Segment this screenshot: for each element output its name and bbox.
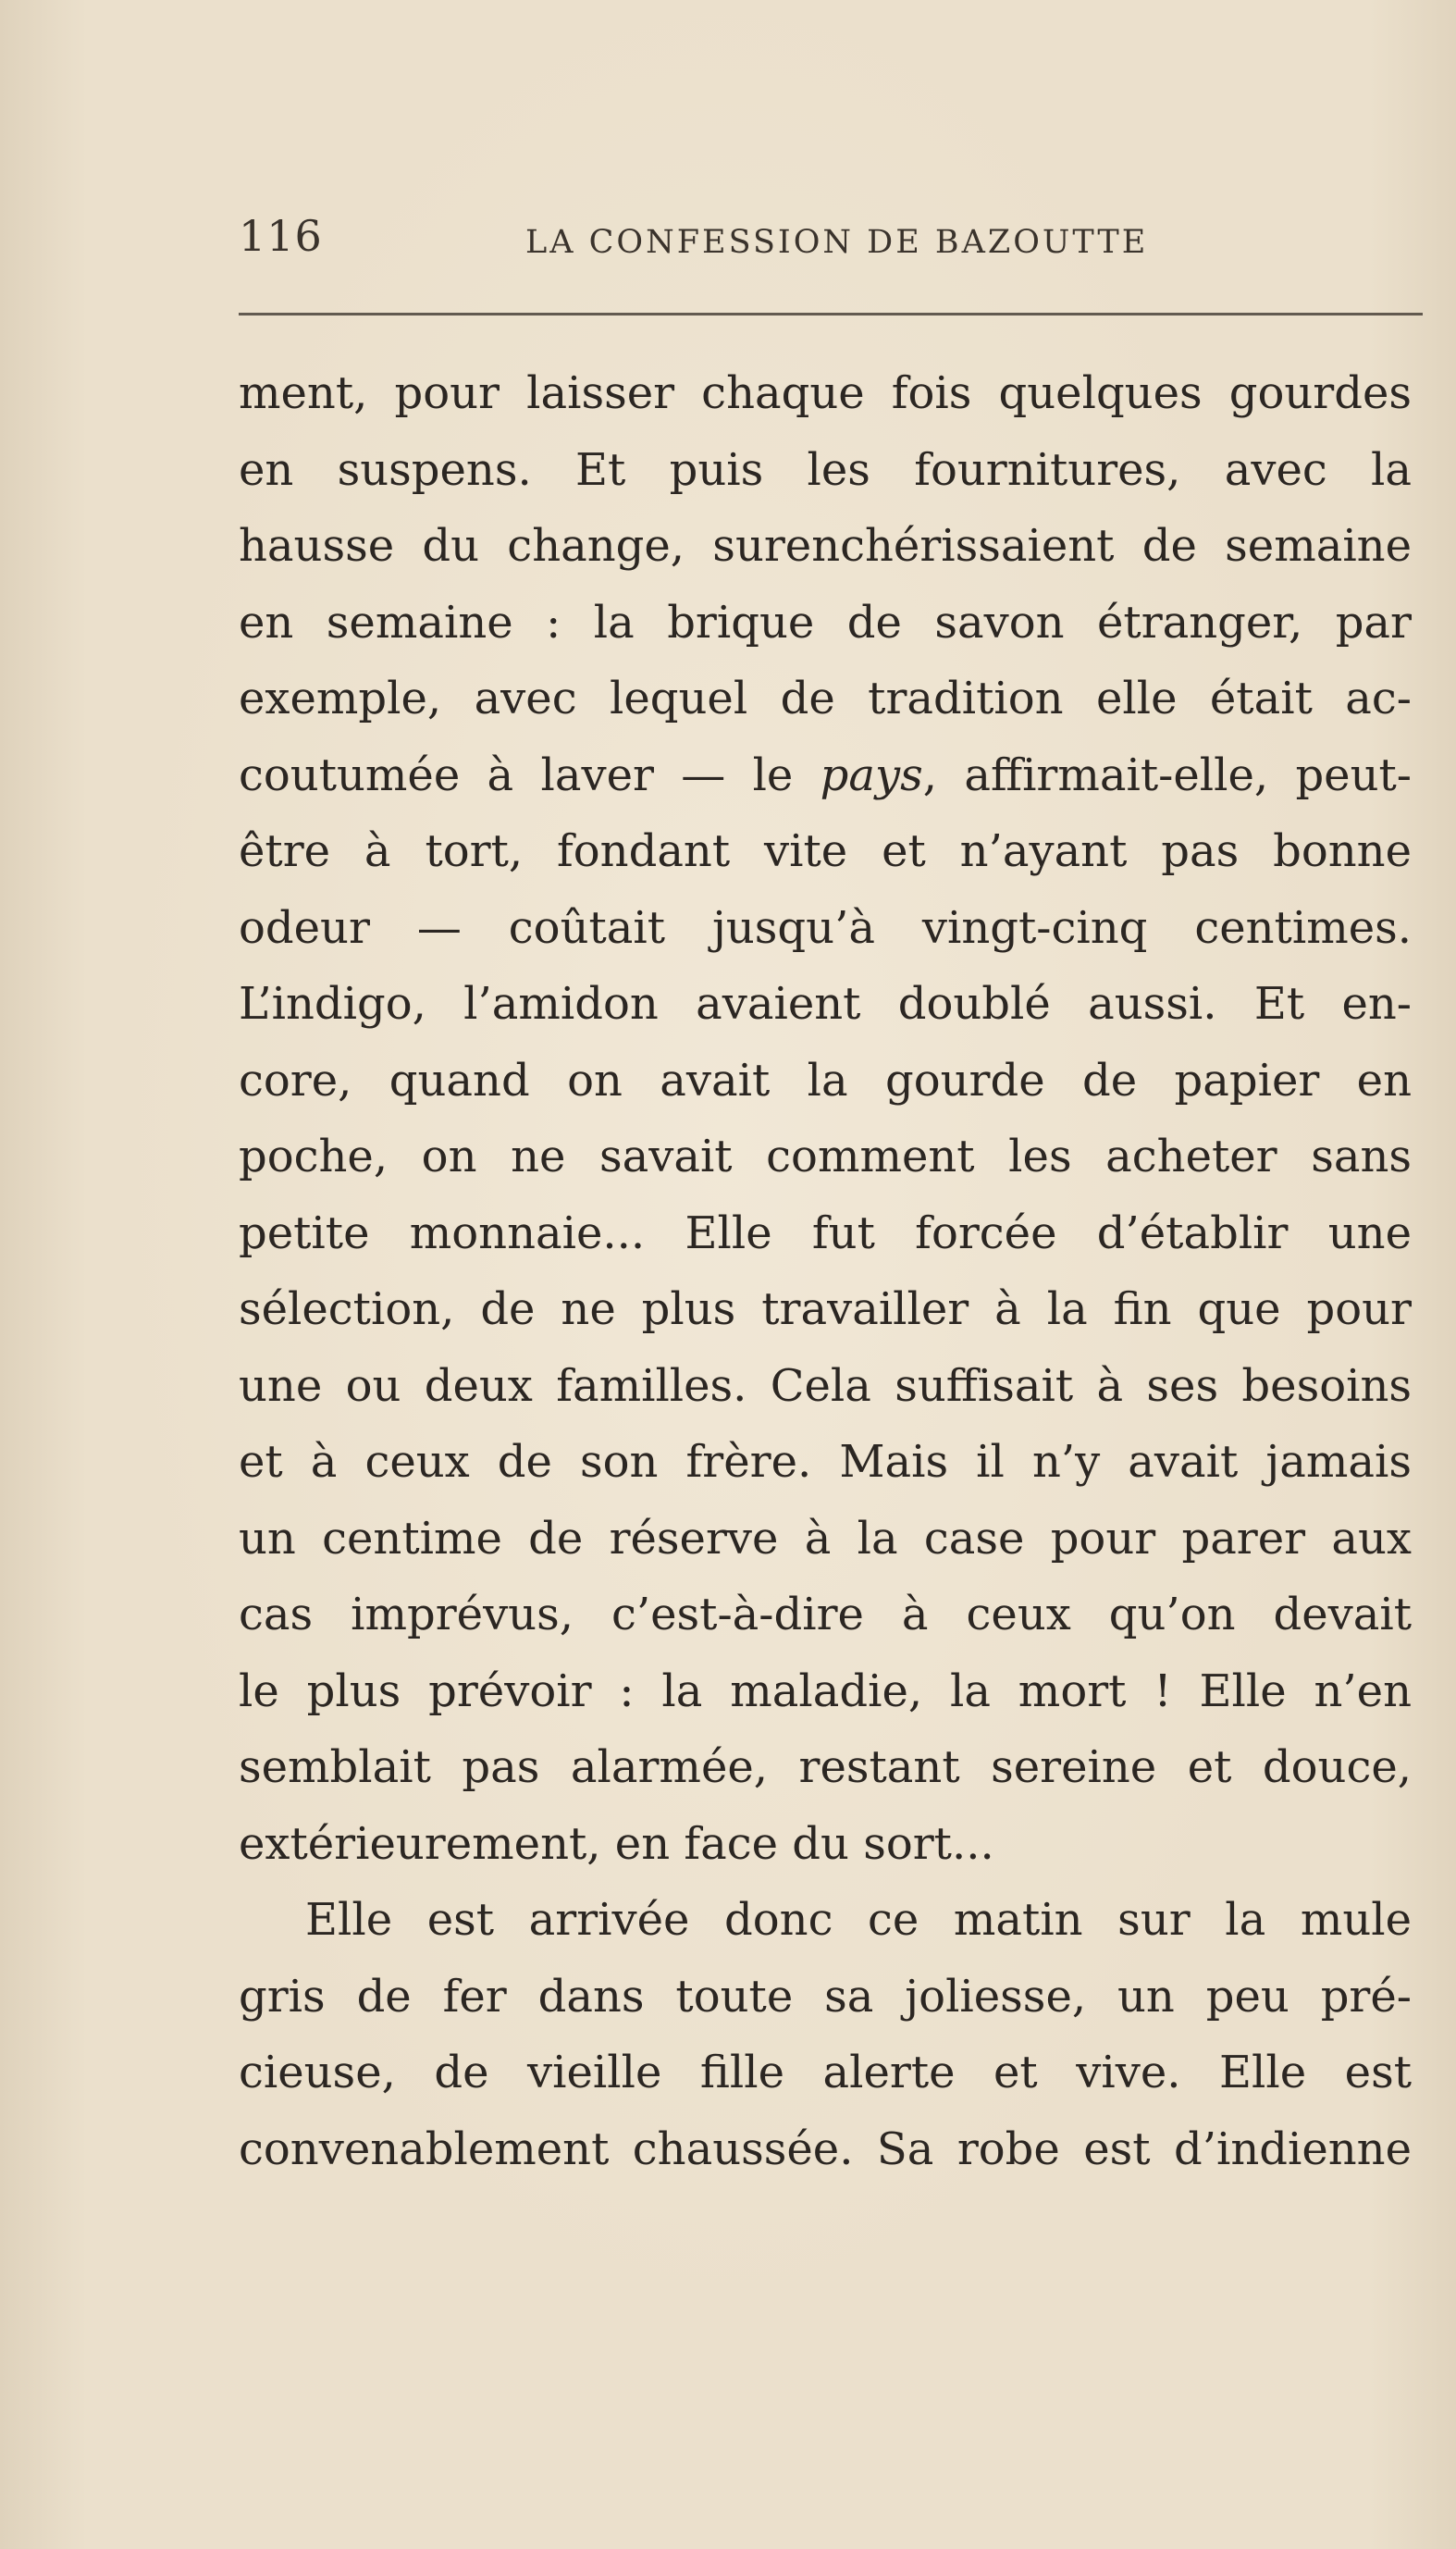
text-line-6-start: coutumée à laver — le: [239, 749, 821, 801]
text-line-22: gris de fer dans toute sa joliesse, un peu pré-: [239, 1970, 1412, 2023]
running-title: LA CONFESSION DE BAZOUTTE: [525, 224, 1149, 261]
text-line-11: poche, on ne savait comment les acheter sans: [239, 1131, 1412, 1182]
text-line-4: en semaine : la brique de savon étranger, par: [239, 596, 1412, 649]
text-line-8: odeur — coûtait jusqu’à vingt-cinq centimes.: [239, 901, 1412, 954]
text-line-1: ment, pour laisser chaque fois quelques gourdes: [239, 367, 1412, 419]
text-line-6-end: , affirmait-elle, peut-: [922, 749, 1413, 801]
text-line-5: exemple, avec lequel de tradition elle était ac-: [239, 673, 1412, 724]
text-line-24: convenablement chaussée. Sa robe est d’indienne: [239, 2122, 1412, 2175]
text-line-10: core, quand on avait la gourde de papier en: [239, 1054, 1412, 1107]
text-line-14: une ou deux familles. Cela suffisait à ses besoins: [239, 1359, 1412, 1412]
text-line-7: être à tort, fondant vite et n’ayant pas bonne: [239, 825, 1412, 877]
text-line-3: hausse du change, surenchérissaient de semaine: [239, 520, 1412, 572]
text-line-17: cas imprévus, c’est-à-dire à ceux qu’on devait: [239, 1589, 1412, 1640]
text-line-6: [239, 737, 1412, 814]
header-rule: [239, 313, 1423, 316]
text-line-9: L’indigo, l’amidon avaient doublé aussi. Et en-: [239, 978, 1412, 1030]
text-line-12: petite monnaie... Elle fut forcée d’établir une: [239, 1206, 1412, 1259]
text-line-16: un centime de réserve à la case pour parer aux: [239, 1512, 1412, 1565]
text-line-23: cieuse, de vieille fille alerte et vive. Elle est: [239, 2047, 1412, 2098]
text-line-15: et à ceux de son frère. Mais il n’y avait jamais: [239, 1436, 1412, 1488]
page-number: 116: [239, 211, 323, 261]
text-line-13: sélection, de ne plus travailler à la fin que pour: [239, 1283, 1412, 1335]
page-header: [239, 211, 1423, 276]
text-line-21: Elle est arrivée donc ce matin sur la mule: [305, 1894, 1412, 1946]
text-line-20: extérieurement, en face du sort...: [239, 1817, 994, 1870]
text-line-19: semblait pas alarmée, restant sereine et douce,: [239, 1741, 1412, 1793]
text-line-18: le plus prévoir : la maladie, la mort ! Elle n’en: [239, 1664, 1412, 1717]
italic-word: pays: [820, 749, 923, 801]
body-text: [239, 355, 1434, 2187]
text-line-2: en suspens. Et puis les fournitures, avec la: [239, 443, 1412, 496]
